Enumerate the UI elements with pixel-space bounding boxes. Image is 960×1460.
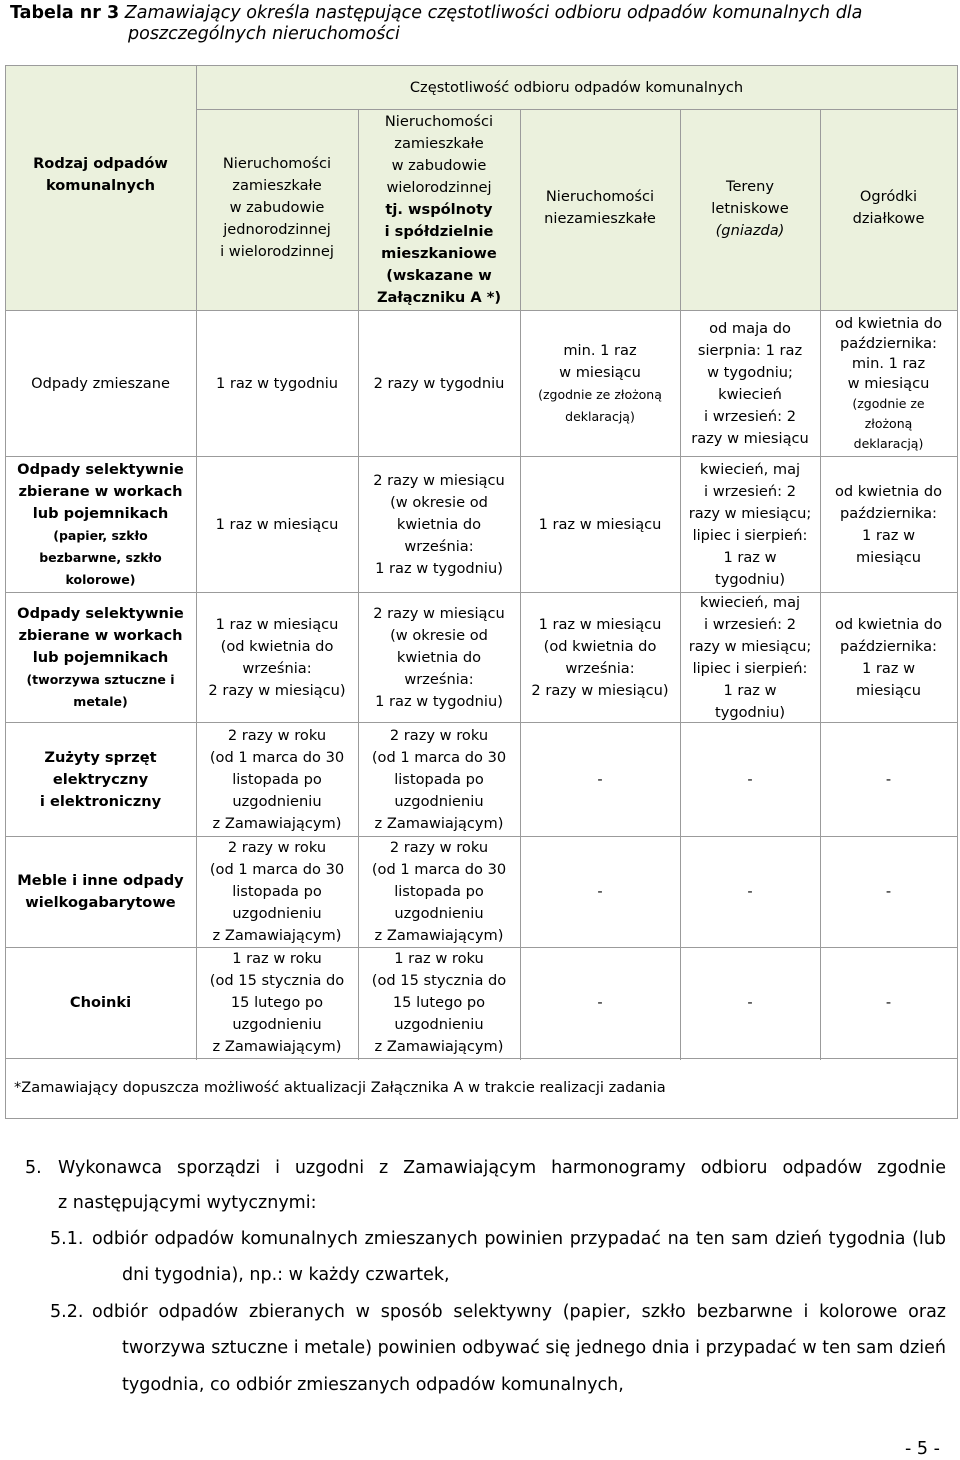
row-plastic-metal-c3: 1 raz w miesiącu (od kwietnia do września: 2 razy w miesiącu)	[531, 615, 669, 699]
paragraph-5-1-number: 5.1.	[50, 1229, 84, 1249]
row-paper-glass-c2: 2 razy w miesiącu (w okresie od kwietnia do września: 1 raz w tygodniu)	[373, 471, 505, 577]
header-summer-areas: Tereny letniskowe (gniazda)	[711, 178, 789, 239]
row-mixed-c3: min. 1 raz w miesiącu (zgodnie ze złożoną deklaracją)	[538, 341, 662, 424]
row-paper-glass-type: Odpady selektywnie zbierane w workach lub pojemnikach (papier, szkło bezbarwne, szkło kolorowe)	[17, 460, 184, 587]
paragraph-5-line2: z następującymi wytycznymi:	[58, 1193, 317, 1213]
row-mixed-c2: 2 razy w tygodniu	[373, 374, 505, 392]
row-plastic-metal-c1: 1 raz w miesiącu (od kwietnia do września: 2 razy w miesiącu)	[208, 615, 346, 699]
row-bulky-c3: -	[597, 883, 603, 900]
row-electronics-c1: 2 razy w roku (od 1 marca do 30 listopada po uzgodnieniu z Zamawiającym)	[209, 726, 345, 832]
row-mixed-c5: od kwietnia do października: min. 1 raz w miesiącu (zgodnie ze złożoną deklaracją)	[834, 314, 943, 451]
table-caption-continued: poszczególnych nieruchomości	[128, 24, 400, 44]
paragraph-5-2-number: 5.2.	[50, 1302, 84, 1322]
group-header: Częstotliwość odbioru odpadów komunalnych	[409, 78, 744, 96]
row-paper-glass-c3: 1 raz w miesiącu	[538, 515, 662, 533]
row-plastic-metal-c5: od kwietnia do października: 1 raz w miesiącu	[834, 615, 943, 699]
row-electronics-c4: -	[747, 770, 753, 788]
row-electronics-type: Zużyty sprzęt elektryczny i elektroniczny	[39, 748, 162, 810]
paragraph-5-2-line1: odbiór odpadów zbieranych w sposób selektywny (papier, szkło bezbarwne i kolorowe oraz	[92, 1302, 946, 1322]
paragraph-5-1-line1: odbiór odpadów komunalnych zmieszanych powinien przypadać na ten sam dzień tygodnia (lub	[92, 1229, 946, 1249]
paragraph-5-line1: Wykonawca sporządzi i uzgodni z Zamawiającym harmonogramy odbioru odpadów zgodnie	[58, 1158, 946, 1178]
header-non-residential: Nieruchomości niezamieszkałe	[544, 188, 656, 227]
row-bulky-c4: -	[747, 883, 753, 900]
row-bulky-c2: 2 razy w roku (od 1 marca do 30 listopada po uzgodnieniu z Zamawiającym)	[371, 839, 507, 944]
paragraph-5-1-line2: dni tygodnia), np.: w każdy czwartek,	[122, 1265, 450, 1285]
row-bulky-type: Meble i inne odpady wielkogabarytowe	[17, 872, 184, 911]
page-number: - 5 -	[905, 1439, 940, 1459]
paragraph-5-number: 5.	[25, 1158, 42, 1178]
row-paper-glass-c1: 1 raz w miesiącu	[215, 515, 339, 533]
table-number: Tabela nr 3	[10, 3, 120, 23]
row-electronics-c5: -	[885, 770, 892, 788]
row-christmas-trees-type: Choinki	[69, 994, 132, 1011]
row-paper-glass-c4: kwiecień, maj i wrzesień: 2 razy w miesiącu; lipiec i sierpień: 1 raz w tygodniu)	[688, 460, 812, 588]
row-christmas-trees-c2: 1 raz w roku (od 15 stycznia do 15 lutego po uzgodnieniu z Zamawiającym)	[371, 950, 507, 1055]
header-multi-family: Nieruchomości zamieszkałe w zabudowie wielorodzinnej tj. wspólnoty i spółdzielnie mieszkaniowe (wskazane w Załączniku A *)	[376, 113, 502, 306]
row-plastic-metal-c2: 2 razy w miesiącu (w okresie od kwietnia do września: 1 raz w tygodniu)	[373, 604, 505, 710]
row-mixed-c1: 1 raz w tygodniu	[215, 374, 339, 392]
table-caption-text: Zamawiający określa następujące częstotliwości odbioru odpadów komunalnych dla	[124, 3, 863, 23]
paragraph-5-2-line2: tworzywa sztuczne i metale) powinien odbywać się jednego dnia i przypadać w ten sam dzień	[122, 1338, 946, 1358]
row-christmas-trees-c1: 1 raz w roku (od 15 stycznia do 15 lutego po uzgodnieniu z Zamawiającym)	[209, 950, 345, 1055]
row-electronics-c3: -	[597, 770, 603, 788]
header-waste-type: Rodzaj odpadów komunalnych	[33, 155, 168, 194]
row-plastic-metal-type: Odpady selektywnie zbierane w workach lub pojemnikach (tworzywa sztuczne i metale)	[17, 604, 184, 709]
table-caption	[10, 2, 955, 24]
row-christmas-trees-c5: -	[885, 994, 892, 1011]
row-paper-glass-c5: od kwietnia do października: 1 raz w miesiącu	[834, 482, 943, 566]
row-christmas-trees-c3: -	[597, 994, 603, 1011]
row-mixed-type: Odpady zmieszane	[31, 374, 170, 392]
row-christmas-trees-c4: -	[747, 994, 753, 1011]
header-single-family: Nieruchomości zamieszkałe w zabudowie jednorodzinnej i wielorodzinnej	[220, 155, 334, 260]
table-footnote: *Zamawiający dopuszcza możliwość aktualizacji Załącznika A w trakcie realizacji zadania	[14, 1079, 666, 1096]
row-bulky-c1: 2 razy w roku (od 1 marca do 30 listopada po uzgodnieniu z Zamawiającym)	[209, 839, 345, 944]
row-mixed-c4: od maja do sierpnia: 1 raz w tygodniu; kwiecień i wrzesień: 2 razy w miesiącu	[691, 319, 809, 447]
row-bulky-c5: -	[885, 883, 892, 900]
row-plastic-metal-c4: kwiecień, maj i wrzesień: 2 razy w miesiącu; lipiec i sierpień: 1 raz w tygodniu)	[688, 593, 812, 721]
header-allotments: Ogródki działkowe	[852, 188, 925, 227]
paragraph-5-2-line3: tygodnia, co odbiór zmieszanych odpadów komunalnych,	[122, 1375, 624, 1395]
row-electronics-c2: 2 razy w roku (od 1 marca do 30 listopada po uzgodnieniu z Zamawiającym)	[371, 726, 507, 832]
